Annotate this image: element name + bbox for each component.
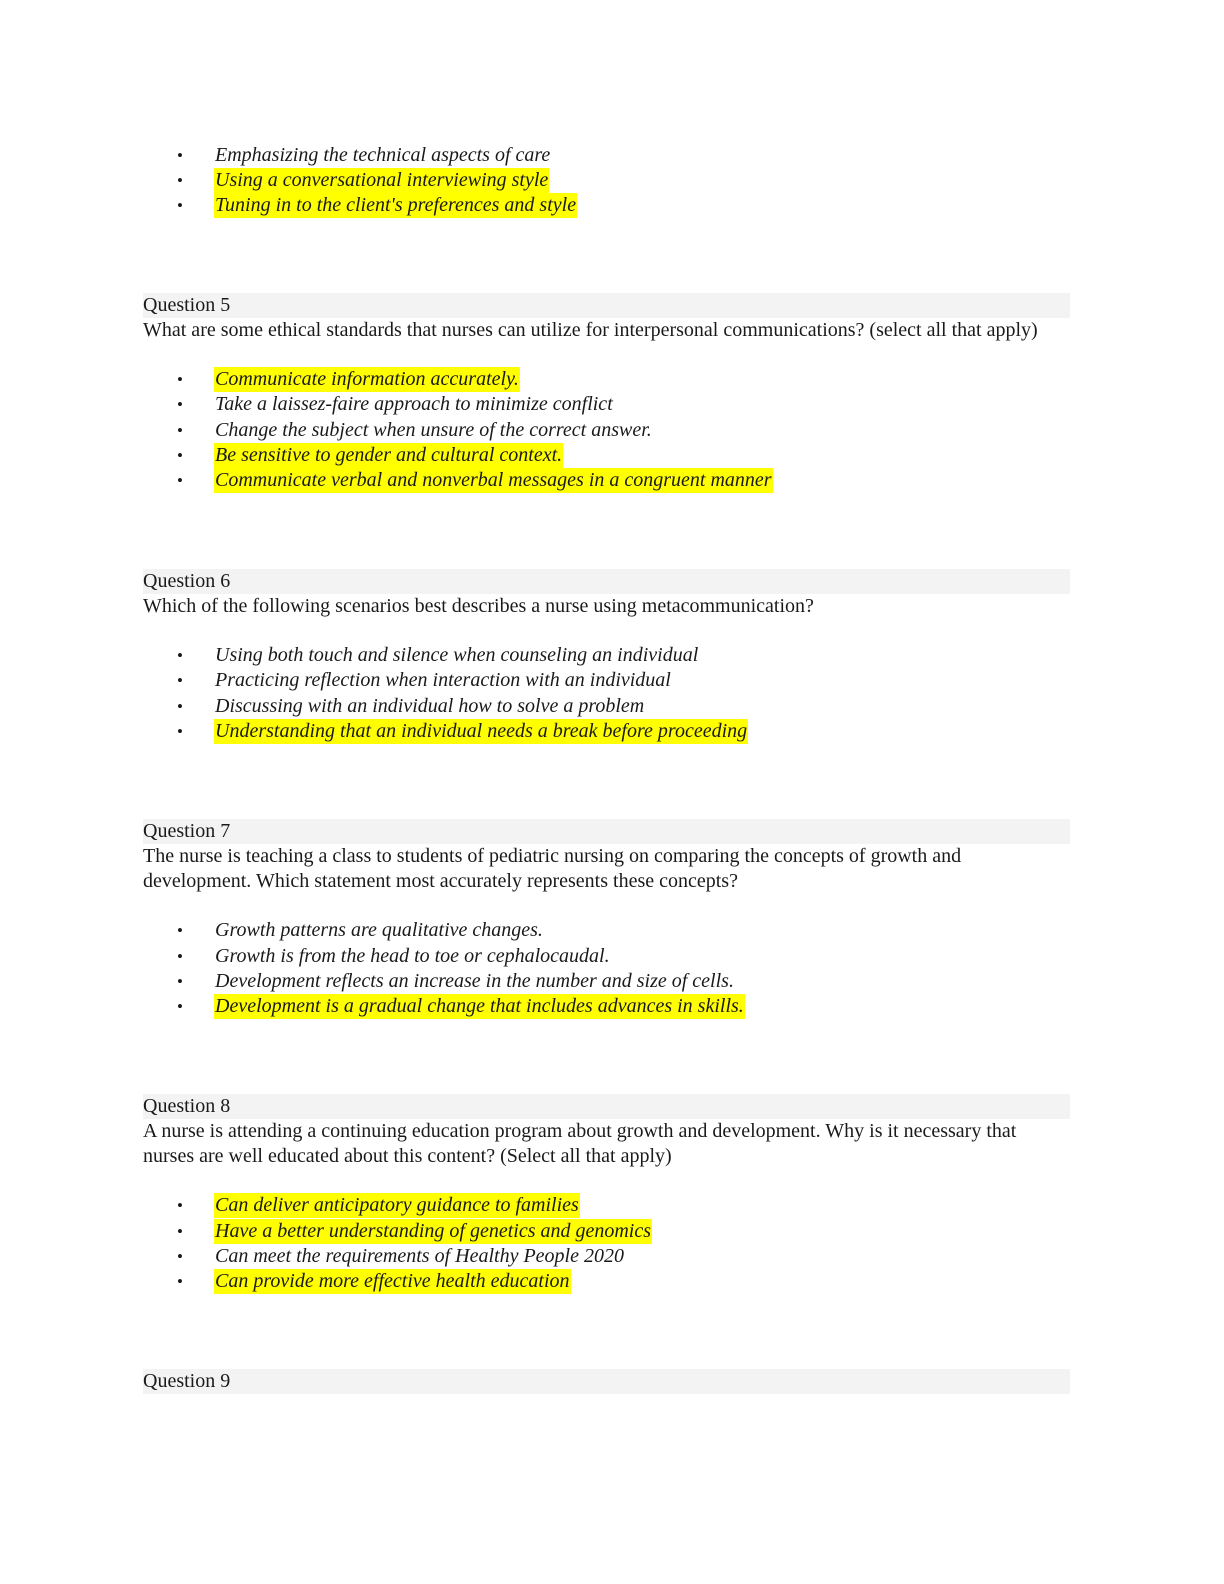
answer-item-highlighted	[143, 443, 1070, 468]
answer-text: Understanding that an individual needs a break before proceeding	[215, 719, 748, 742]
question-6	[143, 569, 1070, 744]
answer-item-highlighted	[143, 994, 1070, 1019]
bullet-icon: •	[177, 1196, 183, 1216]
answer-item	[143, 643, 1070, 668]
answer-text: Communicate verbal and nonverbal messages in a congruent manner	[215, 468, 772, 491]
bullet-icon: •	[177, 1221, 183, 1241]
bullet-icon: •	[177, 996, 183, 1016]
answer-text: Have a better understanding of genetics and genomics	[215, 1219, 652, 1242]
answer-item	[143, 969, 1070, 994]
bullet-icon: •	[177, 196, 183, 216]
bullet-icon: •	[177, 646, 183, 666]
answer-item-highlighted	[143, 1269, 1070, 1294]
answer-item-highlighted	[143, 1219, 1070, 1244]
bullet-icon: •	[177, 971, 183, 991]
answer-text: Change the subject when unsure of the correct answer.	[215, 418, 652, 441]
answer-list	[143, 918, 1070, 1019]
answer-item	[143, 694, 1070, 719]
answer-item	[143, 918, 1070, 943]
question-8	[143, 1094, 1070, 1294]
bullet-icon: •	[177, 171, 183, 191]
answer-item	[143, 143, 1070, 168]
answer-text: Can provide more effective health education	[215, 1269, 570, 1292]
bullet-icon: •	[177, 946, 183, 966]
question-7	[143, 819, 1070, 1019]
answer-item-highlighted	[143, 367, 1070, 392]
bullet-icon: •	[177, 470, 183, 490]
answer-text: Development is a gradual change that includes advances in skills.	[215, 994, 744, 1017]
answer-list	[143, 143, 1070, 219]
answer-item	[143, 944, 1070, 969]
question-label: Question 7	[143, 819, 1070, 844]
question-9	[143, 1369, 1070, 1394]
question-label: Question 6	[143, 569, 1070, 594]
question-text: The nurse is teaching a class to students of pediatric nursing on comparing the concepts of growth and development. Which statement most accurately represents these concepts?	[143, 845, 962, 893]
bullet-icon: •	[177, 671, 183, 691]
answer-text: Take a laissez-faire approach to minimize conflict	[215, 393, 613, 416]
answer-text: Can meet the requirements of Healthy People 2020	[215, 1244, 624, 1267]
answer-item-highlighted	[143, 193, 1070, 218]
answer-text: Using both touch and silence when counseling an individual	[215, 644, 699, 667]
answer-item	[143, 392, 1070, 417]
answer-list	[143, 367, 1070, 493]
answer-text: Can deliver anticipatory guidance to families	[215, 1194, 579, 1217]
answer-item-highlighted	[143, 468, 1070, 493]
bullet-icon: •	[177, 445, 183, 465]
question-text: What are some ethical standards that nurses can utilize for interpersonal communications? (select all that apply)	[143, 319, 1038, 341]
question-4-answers	[143, 143, 1070, 219]
bullet-icon: •	[177, 146, 183, 165]
answer-item-highlighted	[143, 1193, 1070, 1218]
answer-text: Development reflects an increase in the number and size of cells.	[215, 969, 734, 992]
answer-list	[143, 1193, 1070, 1294]
bullet-icon: •	[177, 921, 183, 941]
question-label: Question 5	[143, 293, 1070, 318]
answer-list	[143, 643, 1070, 744]
bullet-icon: •	[177, 1271, 183, 1291]
question-text: A nurse is attending a continuing education program about growth and development. Why is it necessary that nurses are well educated about this content? (Select all that apply)	[143, 1120, 1017, 1168]
bullet-icon: •	[177, 696, 183, 716]
question-text: Which of the following scenarios best describes a nurse using metacommunication?	[143, 595, 814, 617]
bullet-icon: •	[177, 420, 183, 440]
answer-item	[143, 1244, 1070, 1269]
answer-text: Practicing reflection when interaction with an individual	[215, 669, 671, 692]
question-label: Question 8	[143, 1094, 1070, 1119]
question-label: Question 9	[143, 1369, 1070, 1394]
bullet-icon: •	[177, 721, 183, 741]
answer-text: Be sensitive to gender and cultural context.	[215, 443, 563, 466]
answer-text: Growth patterns are qualitative changes.	[215, 919, 543, 942]
answer-item-highlighted	[143, 719, 1070, 744]
answer-text: Discussing with an individual how to solve a problem	[215, 694, 645, 717]
bullet-icon: •	[177, 395, 183, 415]
answer-text: Tuning in to the client's preferences and style	[215, 194, 577, 217]
answer-text: Using a conversational interviewing style	[215, 169, 549, 192]
answer-item	[143, 418, 1070, 443]
answer-item	[143, 668, 1070, 693]
answer-text: Communicate information accurately.	[215, 368, 519, 391]
answer-text: Emphasizing the technical aspects of care	[215, 144, 551, 166]
bullet-icon: •	[177, 370, 183, 390]
bullet-icon: •	[177, 1246, 183, 1266]
answer-item-highlighted	[143, 168, 1070, 193]
answer-text: Growth is from the head to toe or cephalocaudal.	[215, 944, 610, 967]
question-5	[143, 293, 1070, 493]
